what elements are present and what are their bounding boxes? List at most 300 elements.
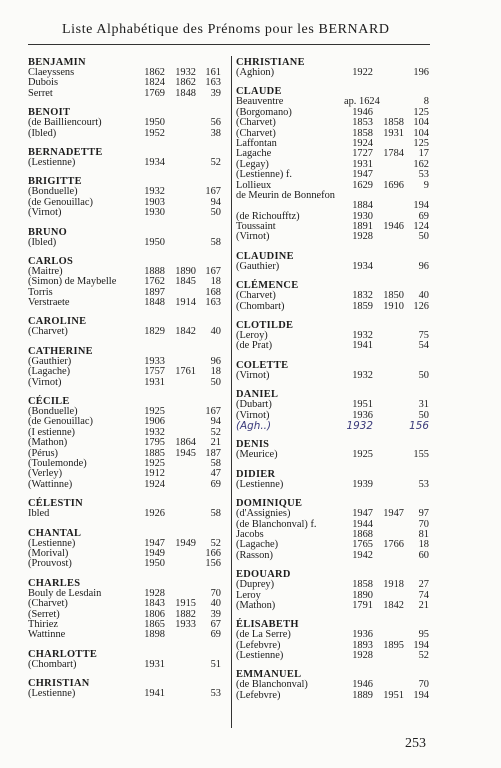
page-ref: 196 (413, 67, 429, 78)
person-row (236, 551, 436, 561)
first-name-heading: DANIEL (236, 389, 279, 401)
page-ref: 21 (210, 437, 221, 449)
page-ref: 163 (205, 297, 221, 309)
first-name-heading: DENIS (236, 439, 270, 451)
page-ref: 50 (418, 231, 429, 243)
name-entry (28, 147, 228, 168)
name-entry (28, 396, 228, 490)
page-ref: 166 (205, 547, 221, 559)
person-row (236, 118, 436, 128)
family-label: Lagache (236, 148, 272, 160)
header-rule (28, 44, 430, 45)
year-start: 1950 (144, 236, 165, 248)
right-column (236, 57, 436, 709)
year-end: 1882 (175, 608, 196, 620)
year-start: 1949 (144, 547, 165, 559)
page-ref: 97 (418, 508, 429, 520)
year-start: 1932 (144, 426, 165, 438)
page-ref: 17 (418, 148, 429, 160)
year-start: 1791 (352, 599, 373, 611)
page-ref: 187 (205, 447, 221, 459)
first-name-heading: EMMANUEL (236, 669, 302, 681)
page-ref: 94 (210, 196, 221, 208)
page-ref: 51 (210, 658, 221, 670)
name-entry (236, 280, 436, 312)
name-entry (28, 57, 228, 99)
page-ref: 126 (413, 300, 429, 312)
page-ref: 69 (210, 629, 221, 641)
page-ref: 53 (418, 169, 429, 181)
family-label: (Toulemonde) (28, 457, 87, 469)
year-start: 1947 (144, 537, 165, 549)
name-entry (236, 389, 436, 431)
page-ref: 52 (210, 426, 221, 438)
first-name-heading: COLETTE (236, 359, 289, 371)
name-entry (236, 57, 436, 78)
year-start: 1936 (352, 409, 373, 421)
page-ref: 50 (210, 207, 221, 219)
year-start: 1829 (144, 326, 165, 338)
family-label: (de Prat) (236, 340, 273, 352)
first-name-heading: BENJAMIN (28, 57, 86, 68)
year-start: 1931 (144, 658, 165, 670)
family-label: Leroy (236, 589, 261, 601)
year-start: 1934 (352, 260, 373, 272)
year-start: 1941 (144, 688, 165, 700)
page-ref: 69 (210, 478, 221, 490)
year-start: 1806 (144, 608, 165, 620)
page-ref: 54 (418, 340, 429, 352)
year-end: 1946 (383, 221, 404, 233)
family-label: Serret (28, 87, 53, 99)
name-entry (28, 528, 228, 570)
family-label: (Lefebvre) (236, 689, 281, 701)
person-row (28, 599, 228, 609)
page-ref: 194 (413, 639, 429, 651)
family-label: (Pérus) (28, 447, 59, 459)
page-ref: 95 (418, 629, 429, 641)
page-ref: 18 (210, 276, 221, 288)
family-label: (Serret) (28, 608, 60, 620)
page-ref: 40 (418, 290, 429, 302)
year-start: 1769 (144, 87, 165, 99)
first-name-heading: CÉLESTIN (28, 498, 83, 510)
year-end: 1858 (383, 117, 404, 129)
first-name-heading: CLOTILDE (236, 320, 294, 332)
person-row (28, 327, 228, 337)
year-start: 1898 (144, 629, 165, 641)
name-entry (236, 669, 436, 701)
name-entry (236, 569, 436, 611)
year-start: 1853 (352, 117, 373, 129)
family-label: (Lestienne) (236, 650, 284, 662)
first-name-heading: CLAUDE (236, 86, 282, 98)
person-row (28, 480, 228, 490)
person-row (28, 689, 228, 699)
year-start: 1897 (144, 286, 165, 298)
year-start: 1952 (144, 127, 165, 139)
person-row (28, 68, 228, 78)
name-entry (28, 678, 228, 699)
name-entry (236, 251, 436, 272)
first-name-heading: ÉLISABETH (236, 619, 299, 631)
family-label: (Virnot) (236, 369, 270, 381)
year-start: 1925 (144, 406, 165, 418)
family-label: (Charvet) (28, 326, 68, 338)
page-ref: 167 (205, 186, 221, 198)
year-start: 1762 (144, 276, 165, 288)
year-end: 1890 (175, 265, 196, 277)
year-end: 1862 (175, 77, 196, 89)
name-entry (236, 86, 436, 242)
year-end: 1842 (175, 326, 196, 338)
name-entry (28, 649, 228, 670)
family-label: (Duprey) (236, 579, 275, 591)
year-start: 1950 (144, 117, 165, 129)
year-start: 1933 (144, 355, 165, 367)
year-start: 1912 (144, 468, 165, 480)
page-ref: 21 (418, 599, 429, 611)
name-entry (236, 320, 436, 352)
family-label: (Lestienne) (28, 156, 76, 168)
year-end: 1842 (383, 599, 404, 611)
year-start: 1925 (144, 457, 165, 469)
page-ref: 58 (210, 236, 221, 248)
name-entry (236, 498, 436, 561)
page-ref: 81 (418, 528, 429, 540)
page-ref: 50 (418, 409, 429, 421)
year-start: 1868 (352, 528, 373, 540)
family-label: (Lestienne) (236, 478, 284, 490)
year-end: 1914 (175, 297, 196, 309)
year-start: 1832 (352, 290, 373, 302)
year-start: 1795 (144, 437, 165, 449)
family-label: (Virnot) (28, 207, 62, 219)
person-row (236, 651, 436, 661)
page-ref: 27 (418, 579, 429, 591)
family-label: (de Genouillac) (28, 196, 93, 208)
family-label: de Meurin de Bonnefon (236, 189, 335, 201)
year-end: 1845 (175, 276, 196, 288)
person-row (28, 89, 228, 99)
year-start: 1903 (144, 196, 165, 208)
year-start: 1727 (352, 148, 373, 160)
first-name-heading: BERNADETTE (28, 146, 103, 158)
page-ref: 163 (205, 77, 221, 89)
family-label: (de Genouillac) (28, 416, 93, 428)
family-label: (Maitre) (28, 265, 63, 277)
family-label: (Ibled) (28, 236, 57, 248)
page-ref: 53 (418, 478, 429, 490)
page-ref: 58 (210, 457, 221, 469)
page-ref: 39 (210, 87, 221, 99)
page-ref: 52 (210, 537, 221, 549)
page-ref: 70 (210, 587, 221, 599)
person-row (236, 191, 436, 201)
person-row (236, 341, 436, 351)
page-ref: 18 (210, 366, 221, 378)
year-end: 1696 (383, 179, 404, 191)
person-row (236, 509, 436, 519)
person-row (28, 298, 228, 308)
family-label: Lollieux (236, 179, 272, 191)
first-name-heading: BENOIT (28, 107, 71, 119)
year-start: 1859 (352, 300, 373, 312)
page-ref: 155 (413, 449, 429, 461)
year-start: 1941 (352, 340, 373, 352)
year-start: 1925 (352, 449, 373, 461)
person-row (236, 302, 436, 312)
year-end: 1918 (383, 579, 404, 591)
person-row (28, 610, 228, 620)
year-end: 1910 (383, 300, 404, 312)
family-label: (Gauthier) (236, 260, 280, 272)
year-start: 1928 (352, 650, 373, 662)
person-row (28, 509, 228, 519)
family-label: (de Bailliencourt) (28, 117, 102, 129)
family-label: (Simon) de Maybelle (28, 276, 117, 288)
page-ref: 38 (210, 127, 221, 139)
page-ref: 18 (418, 539, 429, 551)
person-row (236, 450, 436, 460)
family-label: Dubois (28, 77, 59, 89)
page-ref: 161 (205, 67, 221, 78)
first-name-heading: CHRISTIAN (28, 678, 90, 690)
person-row (236, 371, 436, 381)
person-row (28, 129, 228, 139)
page-ref: 9 (423, 179, 429, 191)
family-label: (Mathon) (28, 437, 68, 449)
family-label: Beauventre (236, 96, 284, 108)
year-end: 1895 (383, 639, 404, 651)
page-ref: 58 (210, 508, 221, 520)
person-row (28, 438, 228, 448)
family-label: (Charvet) (236, 127, 276, 139)
family-label: (Prouvost) (28, 558, 72, 570)
page-ref: 50 (210, 376, 221, 388)
year-start: 1934 (144, 156, 165, 168)
year-end: 1949 (175, 537, 196, 549)
name-entry (236, 469, 436, 490)
family-label: (Virnot) (236, 231, 270, 243)
family-label: Ibled (28, 508, 50, 520)
year-start: 1884 (352, 200, 373, 212)
family-label: (Charvet) (236, 290, 276, 302)
page-ref: 70 (418, 679, 429, 691)
family-label: (I estienne) (28, 426, 76, 438)
year-start: 1936 (352, 629, 373, 641)
year-start: 1942 (352, 549, 373, 561)
year-start: 1939 (352, 478, 373, 490)
year-start: 1924 (352, 137, 373, 149)
first-name-heading: CÉCILE (28, 396, 70, 408)
family-label: (Bonduelle) (28, 406, 78, 418)
first-name-heading: CLAUDINE (236, 250, 294, 262)
name-entry (236, 439, 436, 460)
year-start: 1930 (144, 207, 165, 219)
year-start: 1862 (144, 67, 165, 78)
page-ref: 156 (205, 558, 221, 570)
page-ref: 194 (413, 200, 429, 212)
page-ref: 162 (413, 158, 429, 170)
page-ref: 167 (205, 406, 221, 418)
name-entry (28, 316, 228, 337)
family-label: (Ibled) (28, 127, 57, 139)
year-start: 1928 (144, 587, 165, 599)
family-label: (Lestienne) (28, 688, 76, 700)
family-label: (Lestienne) (28, 537, 76, 549)
person-row (236, 170, 436, 180)
page-ref: 125 (413, 137, 429, 149)
family-label: Claeyssens (28, 67, 75, 78)
family-label: (Bonduelle) (28, 186, 78, 198)
family-label: (de Richoufftz) (236, 210, 300, 222)
year-start: 1765 (352, 539, 373, 551)
year-start: 1932 (352, 369, 373, 381)
family-label: (Dubart) (236, 399, 272, 411)
person-row (28, 78, 228, 88)
page-ref: 8 (423, 96, 429, 108)
year-start: 1824 (144, 77, 165, 89)
year-start: 1930 (352, 210, 373, 222)
year-start: 1924 (144, 478, 165, 490)
year-start: 1946 (352, 679, 373, 691)
family-label: (Mathon) (236, 599, 276, 611)
page-ref: 168 (205, 286, 221, 298)
column-divider (231, 56, 232, 728)
family-label: (Chombart) (236, 300, 285, 312)
year-start: 1944 (352, 518, 373, 530)
first-name-heading: BRUNO (28, 226, 68, 238)
year-end: 1932 (175, 67, 196, 78)
family-label: (Agh..) (236, 419, 272, 432)
page-ref: 52 (418, 650, 429, 662)
person-row (28, 208, 228, 218)
page-ref: 74 (418, 589, 429, 601)
year-start: 1932 (346, 419, 373, 432)
family-label: Wattinne (28, 629, 66, 641)
name-entry (28, 346, 228, 388)
page-ref: 104 (413, 117, 429, 129)
family-label: (Lagache) (28, 366, 71, 378)
page-number: 253 (405, 736, 426, 751)
family-label: (Verley) (28, 468, 63, 480)
family-label: (Legay) (236, 158, 269, 170)
year-start: 1890 (352, 589, 373, 601)
first-name-heading: EDOUARD (236, 569, 291, 581)
first-name-heading: CLÉMENCE (236, 280, 299, 292)
person-row (236, 580, 436, 590)
year-end: 1933 (175, 618, 196, 630)
person-row (28, 118, 228, 128)
year-start: 1928 (352, 231, 373, 243)
family-label: Bouly de Lesdain (28, 587, 102, 599)
year-end: 1951 (383, 689, 404, 701)
family-label: (Lagache) (236, 539, 279, 551)
family-label: (de La Serre) (236, 629, 291, 641)
year-start: 1889 (352, 689, 373, 701)
person-row (28, 630, 228, 640)
name-entry (28, 107, 228, 139)
family-label: Thiriez (28, 618, 58, 630)
family-label: Verstraete (28, 297, 70, 309)
page-ref: 53 (210, 688, 221, 700)
first-name-heading: CHANTAL (28, 527, 82, 539)
year-start: 1931 (352, 158, 373, 170)
person-row (236, 262, 436, 272)
name-entry (28, 176, 228, 218)
year-start: 1843 (144, 598, 165, 610)
family-label: (Wattinne) (28, 478, 73, 490)
page-ref: 47 (210, 468, 221, 480)
family-label: (de Blanchonval) f. (236, 518, 317, 530)
page-ref: 56 (210, 117, 221, 129)
family-label: (de Blanchonval) (236, 679, 308, 691)
name-entry (28, 256, 228, 309)
family-label: (Chombart) (28, 658, 77, 670)
year-start: 1865 (144, 618, 165, 630)
page-ref: 96 (210, 355, 221, 367)
year-end: 1850 (383, 290, 404, 302)
family-label: (Lefebvre) (236, 639, 281, 651)
family-label: Toussaint (236, 221, 276, 233)
page-ref: 167 (205, 265, 221, 277)
family-label: (Charvet) (236, 117, 276, 129)
year-start: 1757 (144, 366, 165, 378)
name-entry (28, 498, 228, 519)
page-ref: 40 (210, 326, 221, 338)
name-entry (28, 227, 228, 248)
year-start: 1951 (352, 399, 373, 411)
page-ref: 124 (413, 221, 429, 233)
family-label: Torris (28, 286, 53, 298)
year-start: 1947 (352, 508, 373, 520)
person-row (28, 238, 228, 248)
page-ref: 104 (413, 127, 429, 139)
family-label: (d'Assignies) (236, 508, 291, 520)
page-ref: 125 (413, 106, 429, 118)
family-label: (Aghion) (236, 67, 275, 78)
family-label: Jacobs (236, 528, 264, 540)
year-end: 1931 (383, 127, 404, 139)
year-start: 1947 (352, 169, 373, 181)
year-end: 1848 (175, 87, 196, 99)
first-name-heading: CHARLES (28, 577, 81, 589)
person-row (28, 158, 228, 168)
year-end: 1784 (383, 148, 404, 160)
family-label: (Rasson) (236, 549, 273, 561)
year-end: 1864 (175, 437, 196, 449)
year-start: 1858 (352, 127, 373, 139)
year-start: 1932 (352, 330, 373, 342)
family-label: (Leroy) (236, 330, 268, 342)
first-name-heading: CHARLOTTE (28, 648, 98, 660)
year-start: 1885 (144, 447, 165, 459)
person-row (28, 378, 228, 388)
year-start: 1932 (144, 186, 165, 198)
year-start: 1848 (144, 297, 165, 309)
person-row (236, 232, 436, 242)
first-name-heading: DIDIER (236, 468, 276, 480)
page-ref: 39 (210, 608, 221, 620)
family-label: Laffontan (236, 137, 277, 149)
name-entry (236, 619, 436, 661)
family-label: (Virnot) (28, 376, 62, 388)
year-start: 1926 (144, 508, 165, 520)
person-row (236, 601, 436, 611)
first-name-heading: CARLOS (28, 255, 74, 267)
page-ref: 70 (418, 518, 429, 530)
